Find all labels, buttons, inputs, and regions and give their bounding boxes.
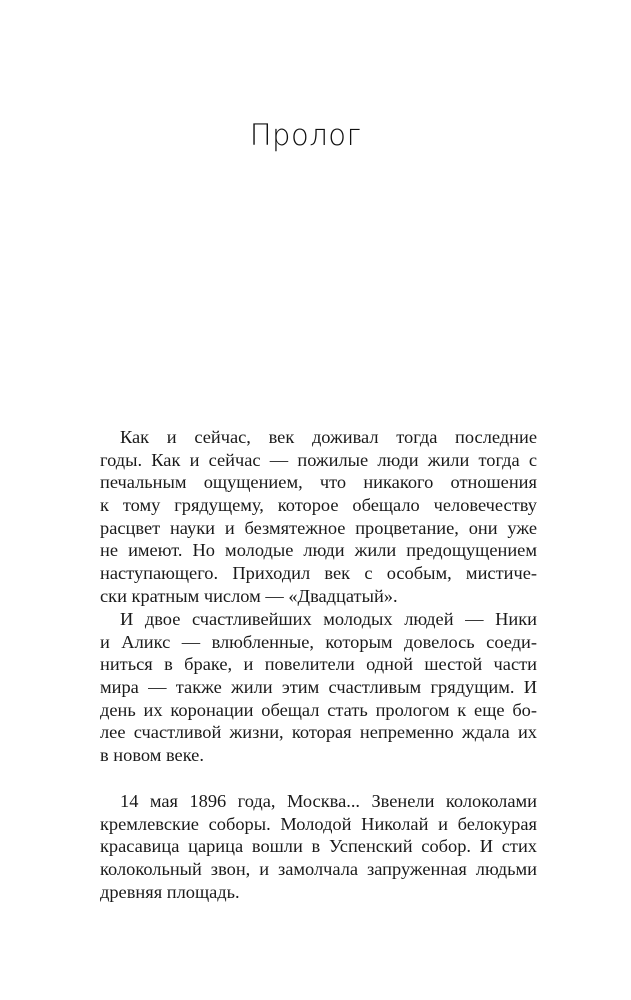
text-line: лее счастливой жизни, которая непременно ждала их bbox=[100, 722, 537, 743]
text-line: Как и сейчас, век доживал тогда последние bbox=[120, 427, 537, 447]
text-line: печальным ощущением, что никакого отношения bbox=[100, 472, 537, 493]
text-line: И двое счастливейших молодых людей — Ники bbox=[120, 609, 537, 629]
text-line: 14 мая 1896 года, Москва... Звенели колоколами bbox=[120, 791, 537, 811]
text-line: к тому грядущему, которое обещало человечеству bbox=[100, 495, 537, 516]
text-line: ски кратным числом — «Двадцатый». bbox=[100, 585, 398, 606]
text-line: в новом веке. bbox=[100, 745, 204, 766]
text-line: наступающего. Приходил век с особым, мистиче- bbox=[100, 563, 537, 584]
chapter-title: Пролог bbox=[249, 118, 362, 152]
text-line: расцвет науки и безмятежное процветание, они уже bbox=[100, 517, 537, 538]
paragraph bbox=[100, 608, 537, 767]
text-line: не имеют. Но молодые люди жили предощущением bbox=[100, 540, 537, 561]
text-line: ниться в браке, и повелители одной шестой части bbox=[100, 654, 537, 675]
paragraph bbox=[100, 426, 537, 608]
text-line: день их коронации обещал стать прологом к еще бо- bbox=[100, 699, 537, 720]
text-line: колокольный звон, и замолчала запруженная людьми bbox=[100, 859, 537, 880]
text-line: и Аликс — влюбленные, которым довелось соеди- bbox=[100, 631, 537, 652]
text-line: красавица царица вошли в Успенский собор. И стих bbox=[100, 836, 537, 857]
text-line: мира — также жили этим счастливым грядущим. И bbox=[100, 677, 537, 698]
text-line: древняя площадь. bbox=[100, 881, 240, 902]
paragraph bbox=[100, 790, 537, 903]
text-line: годы. Как и сейчас — пожилые люди жили тогда с bbox=[100, 449, 537, 470]
text-line: кремлевские соборы. Молодой Николай и белокурая bbox=[100, 813, 537, 834]
